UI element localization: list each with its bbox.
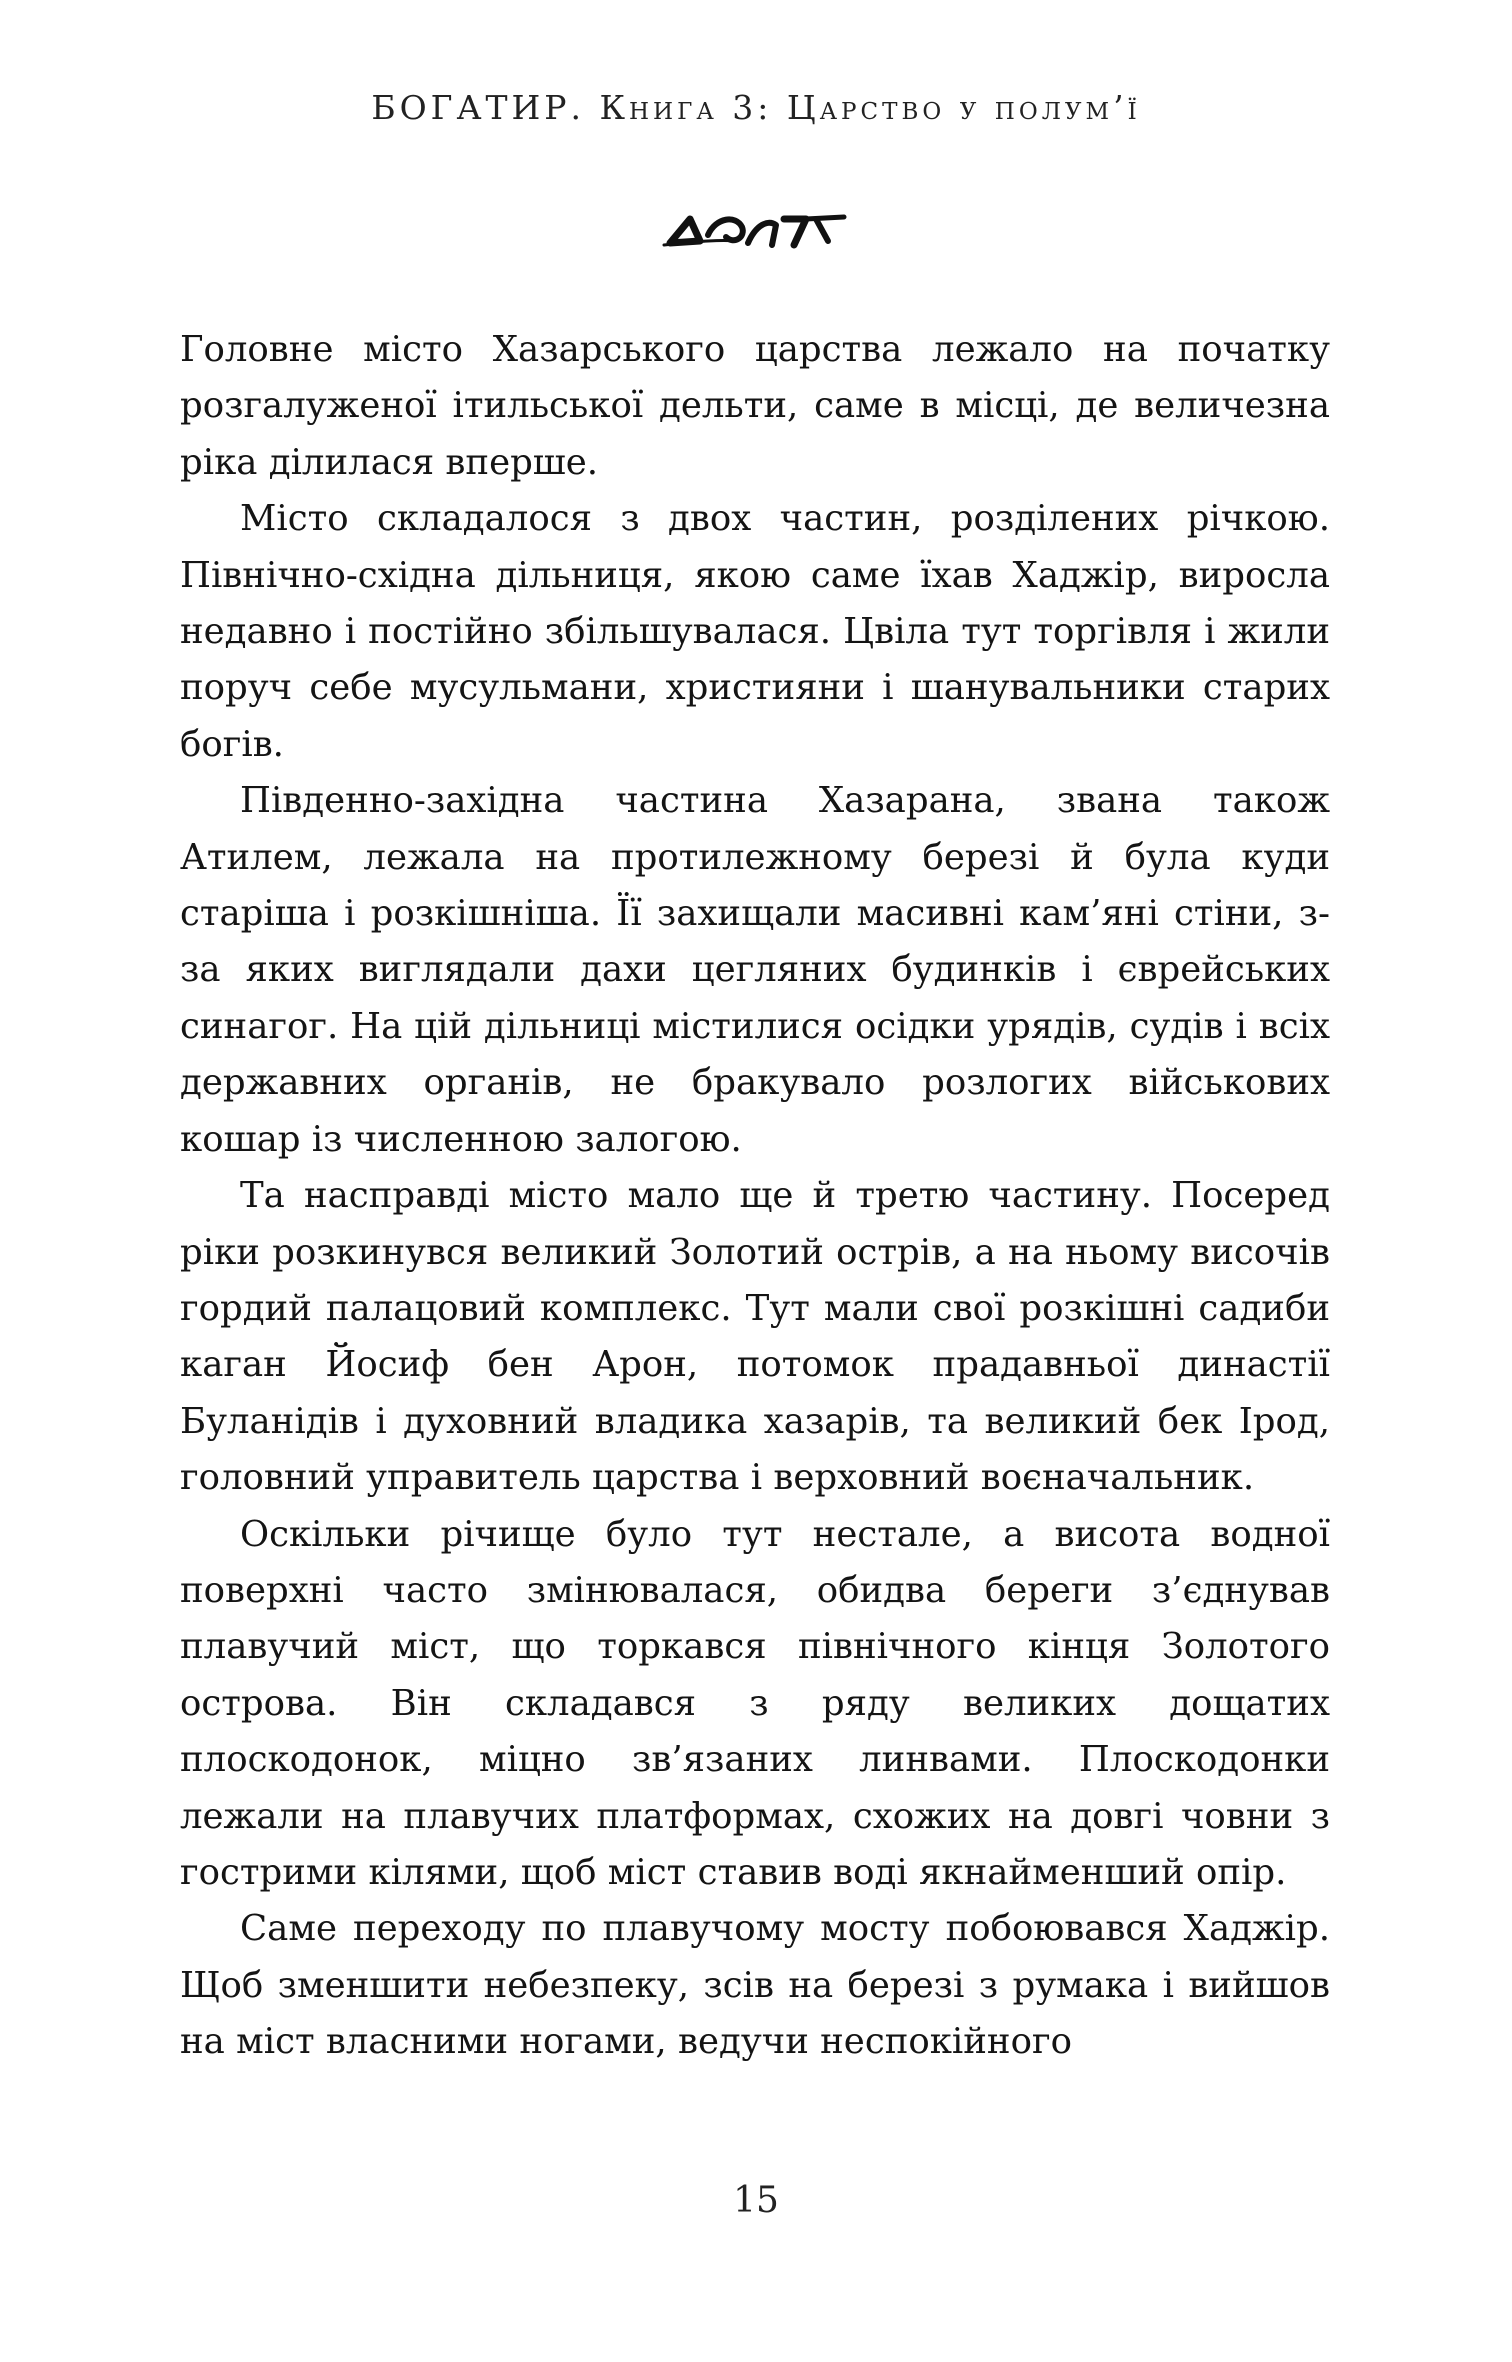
paragraph-3: Південно-західна частина Хазарана, звана також Атилем, лежала на протилежному березі й була куди старіша і розкішніша. Її захищали масивні кам’яні стіни, з-за яких виглядали дахи цегляних будинків і єврейських синагог. На цій дільниці містилися осідки урядів, судів і всіх державних органів, не бракувало розлогих військових кошар із численною залогою. xyxy=(180,780,1330,1160)
body-text xyxy=(180,322,1330,2071)
paragraph-2: Місто складалося з двох частин, розділених річкою. Північно-східна дільниця, якою саме їхав Хаджір, виросла недавно і постійно збільшувалася. Цвіла тут торгівля і жили поруч себе мусульмани, християни і шанувальники старих богів. xyxy=(180,498,1330,765)
page-number: 15 xyxy=(733,2180,779,2221)
paragraph-6: Саме переходу по плавучому мосту побоювався Хаджір. Щоб зменшити небезпеку, зсів на березі з румака і вийшов на міст власними ногами, ведучи неспокійного xyxy=(180,1908,1330,2063)
paragraph-1: Головне місто Хазарського царства лежало на початку розгалуженої ітильської дельти, саме в місці, де величезна ріка ділилася вперше. xyxy=(180,329,1330,483)
paragraph-4: Та насправді місто мало ще й третю частину. Посеред ріки розкинувся великий Золотий острів, а на ньому височів гордий палацовий комплекс. Тут мали свої розкішні садиби каган Йосиф бен Арон, потомок прадавньої династії Буланідів і духовний владика хазарів, та великий бек Ірод, головний управитель царства і верховний воєначальник. xyxy=(180,1175,1330,1499)
decorative-flourish-icon xyxy=(656,205,856,255)
running-head: БОГАТИР. Книга 3: Царство у полум’ї xyxy=(371,88,1141,127)
paragraph-5: Оскільки річище було тут нестале, а висота водної поверхні часто змінювалася, обидва береги з’єднував плавучий міст, що торкався північного кінця Золотого острова. Він складався з ряду великих дощатих плоскодонок, міцно зв’язаних линвами. Плоскодонки лежали на плавучих платформах, схожих на довгі човни з гострими кілями, щоб міст ставив воді якнайменший опір. xyxy=(180,1513,1330,1893)
